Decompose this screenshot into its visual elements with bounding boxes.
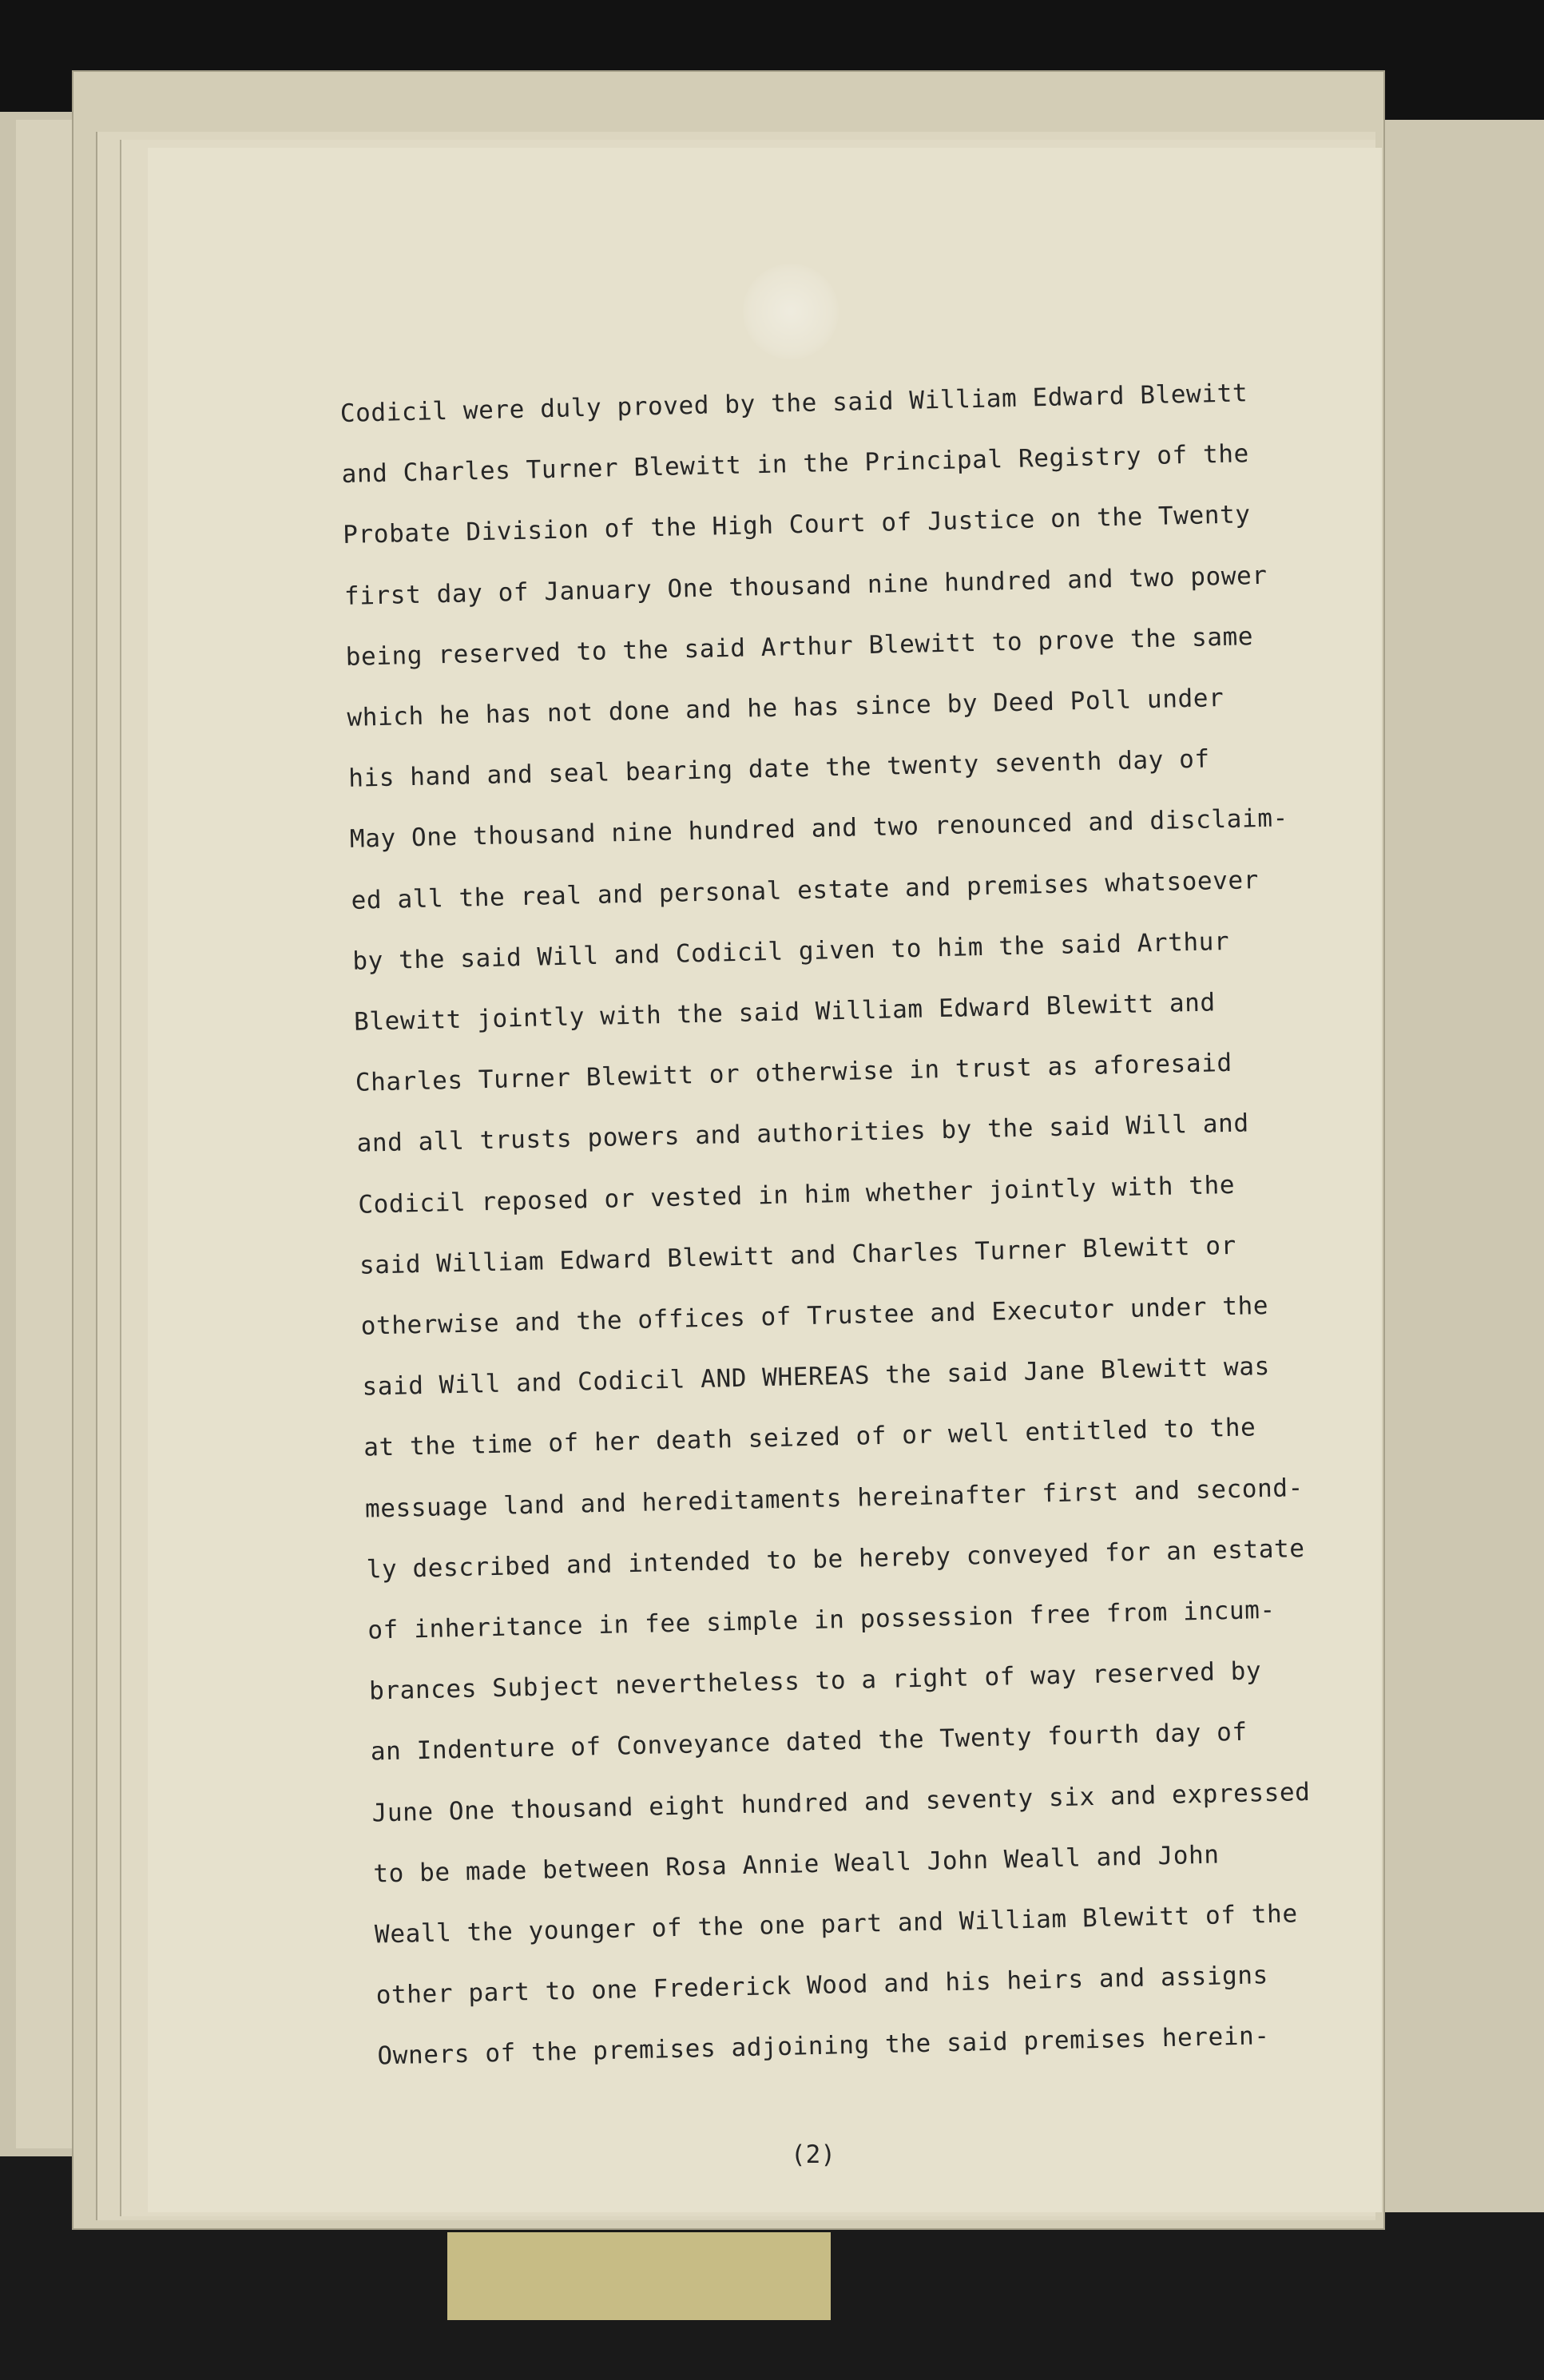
text-line: messuage land and hereditaments hereinafter first and second- [364, 1473, 1304, 1524]
typed-text-body [339, 360, 1408, 2087]
text-line: other part to one Frederick Wood and his heirs and assigns [375, 1961, 1269, 2010]
text-line: ly described and intended to be hereby conveyed for an estate [366, 1533, 1305, 1585]
embossed-seal-icon [743, 264, 839, 359]
text-line: Charles Turner Blewitt or otherwise in trust as aforesaid [355, 1049, 1233, 1098]
text-line: Weall the younger of the one part and William Blewitt of the [374, 1899, 1299, 1950]
paper-tab [447, 2232, 831, 2320]
text-line: ed all the real and personal estate and premises whatsoever [351, 865, 1260, 915]
text-line: Blewitt jointly with the said William Edward Blewitt and [353, 988, 1217, 1037]
text-line: first day of January One thousand nine hundred and two power [343, 561, 1268, 611]
facing-page-edge [1382, 120, 1544, 2212]
text-line: Codicil were duly proved by the said William Edward Blewitt [339, 379, 1248, 428]
text-line: being reserved to the said Arthur Blewitt to prove the same [345, 621, 1254, 672]
text-line: otherwise and the offices of Trustee and Executor under the [360, 1291, 1269, 1341]
text-line: brances Subject nevertheless to a right of way reserved by [368, 1656, 1262, 1706]
text-line: Probate Division of the High Court of Justice on the Twenty [342, 500, 1251, 550]
text-line: an Indenture of Conveyance dated the Twenty fourth day of [370, 1718, 1248, 1767]
text-line: said William Edward Blewitt and Charles Turner Blewitt or [359, 1231, 1237, 1280]
text-line: to be made between Rosa Annie Weall John Weall and John [372, 1840, 1220, 1889]
text-line: his hand and seal bearing date the twenty seventh day of [347, 744, 1211, 794]
text-line: Owners of the premises adjoining the said premises herein- [377, 2021, 1270, 2071]
text-line: and all trusts powers and authorities by the said Will and [356, 1109, 1250, 1159]
text-line: said Will and Codicil AND WHEREAS the said Jane Blewitt was [362, 1352, 1271, 1402]
text-line: and Charles Turner Blewitt in the Principal Registry of the [341, 439, 1250, 490]
text-line: by the said Will and Codicil given to him the said Arthur [352, 926, 1230, 976]
text-line: at the time of her death seized of or well entitled to the [363, 1413, 1256, 1463]
text-line: May One thousand nine hundred and two renounced and disclaim- [349, 803, 1289, 855]
text-line: Codicil reposed or vested in him whether jointly with the [357, 1170, 1236, 1220]
page-number: (2) [791, 2140, 836, 2169]
text-line: June One thousand eight hundred and seventy six and expressed [371, 1777, 1311, 1828]
text-line: of inheritance in fee simple in possession free from incum- [367, 1595, 1276, 1645]
text-line: which he has not done and he has since by Deed Poll under [347, 684, 1224, 732]
